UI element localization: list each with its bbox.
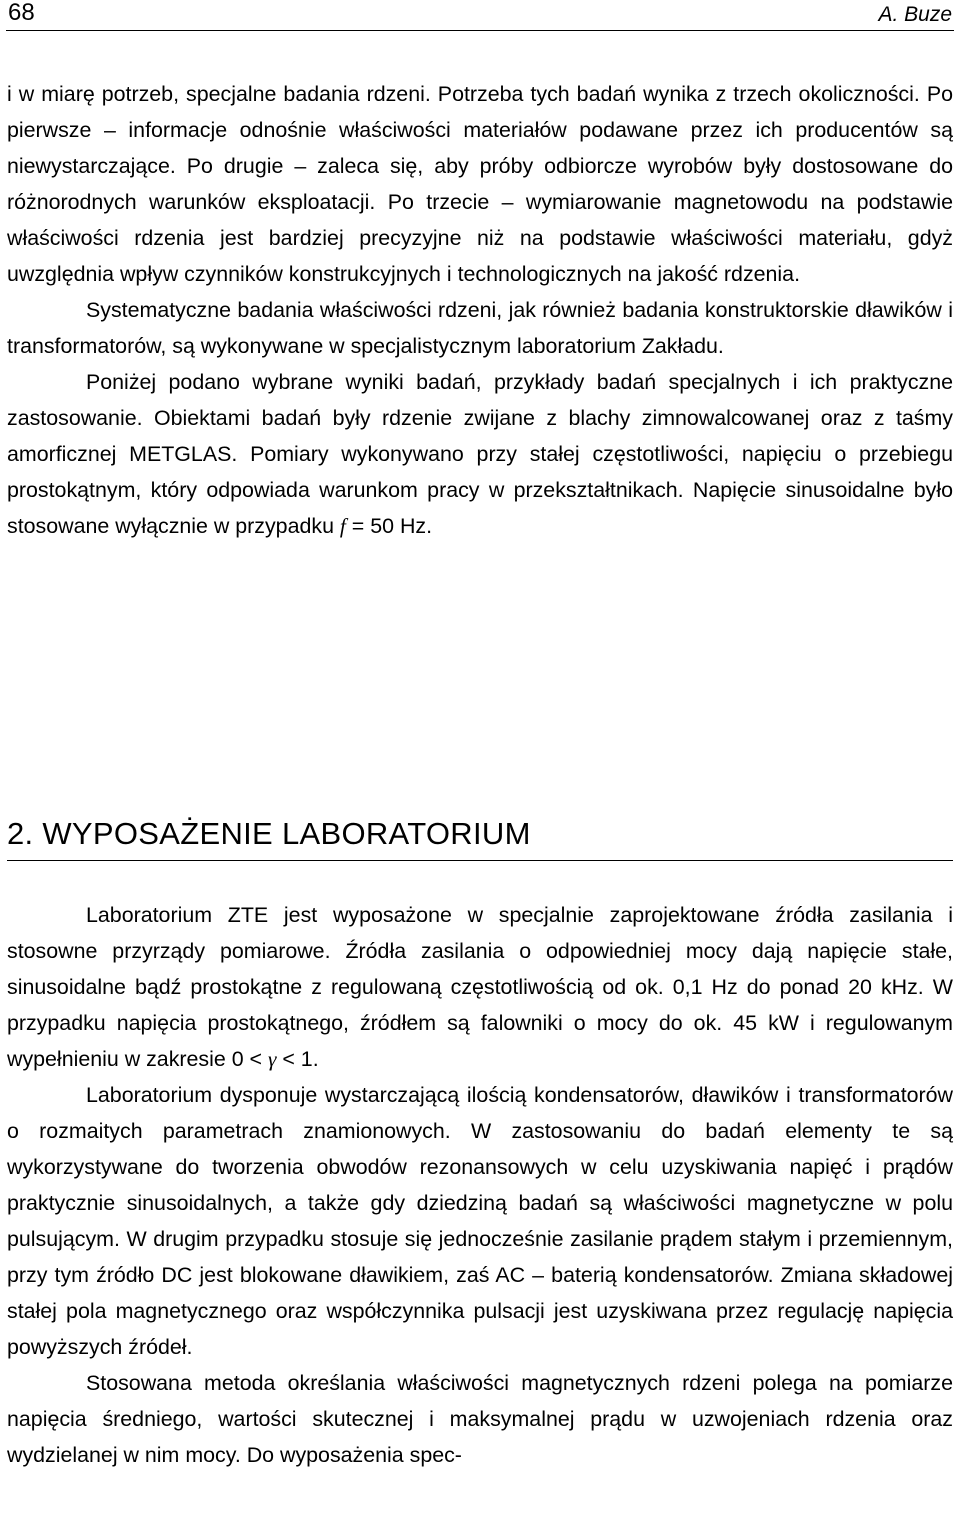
paragraph: Laboratorium dysponuje wystarczającą ilością kondensatorów, dławików i transformatorów o rozmaitych parametrach znamionowych. W zastosowaniu do badań elementy te są wykorzystywane do tworzenia obwodów rezonansowych w celu uzyskiwania napięć i prądów praktycznie sinusoidalnych, a także gdy dziedziną badań są właściwości magnetyczne w polu pulsującym. W drugim przypadku stosuje się jednocześnie zasilanie prądem stałym i przemiennym, przy tym źródło DC jest blokowane dławikiem, zaś AC – baterią kondensatorów. Zmiana składowej stałej pola magnetycznego oraz współczynnika pulsacji jest uzyskiwana przez regulację napięcia powyższych źródeł. xyxy=(7,1083,953,1359)
running-head-author: A. Buze xyxy=(878,3,952,26)
paragraph xyxy=(7,897,953,1077)
section-text xyxy=(7,897,953,1473)
paragraph-text: = 50 Hz. xyxy=(345,514,433,538)
page-number: 68 xyxy=(8,0,35,26)
frequency-symbol: f xyxy=(339,514,346,538)
paragraph-text: Poniżej podano wybrane wyniki badań, przykłady badań specjalnych i ich praktyczne zastosowanie. Obiektami badań były rdzenie zwijane z blachy zimnowalcowanej oraz z taśmy amorficznej METGLAS. Pomiary wykonywano przy stałej częstotliwości, napięciu o przebiegu prostokątnym, który odpowiada warunkom pracy w przekształtnikach. Napięcie sinusoidalne było stosowane wyłącznie w przypadku xyxy=(7,370,953,538)
section-heading xyxy=(7,812,953,861)
intro-text xyxy=(7,76,953,544)
paragraph-text: < 1. xyxy=(276,1047,319,1071)
paragraph xyxy=(7,364,953,544)
page-header xyxy=(6,0,954,31)
duty-cycle-symbol: γ xyxy=(267,1047,277,1071)
paragraph: Stosowana metoda określania właściwości magnetycznych rdzeni polega na pomiarze napięcia średniego, wartości skutecznej i maksymalnej prądu w uzwojeniach rdzenia oraz wydzielanej w nim mocy. Do wyposażenia spec- xyxy=(7,1371,953,1467)
paragraph-text: Laboratorium ZTE jest wyposażone w specjalnie zaprojektowane źródła zasilania i stosowne przyrządy pomiarowe. Źródła zasilania o odpowiedniej mocy dają napięcie stałe, sinusoidalne bądź prostokątne z regulowaną częstotliwością od ok. 0,1 Hz do ponad 20 kHz. W przypadku napięcia prostokątnego, źródłem są falowniki o mocy do ok. 45 kW i regulowanym wypełnieniu w zakresie 0 < xyxy=(7,903,953,1071)
section-title: 2. WYPOSAŻENIE LABORATORIUM xyxy=(7,816,531,851)
paragraph: i w miarę potrzeb, specjalne badania rdzeni. Potrzeba tych badań wynika z trzech okoliczności. Po pierwsze – informacje odnośnie właściwości materiałów podawane przez ich producentów są niewystarczające. Po drugie – zaleca się, aby próby odbiorcze wyrobów były dostosowane do różnorodnych warunków eksploatacji. Po trzecie – wymiarowanie magnetowodu na podstawie właściwości rdzenia jest bardziej precyzyjne niż na podstawie właściwości materiału, gdyż uwzględnia wpływ czynników konstrukcyjnych i technologicznych na jakość rdzenia. xyxy=(7,82,953,286)
paragraph: Systematyczne badania właściwości rdzeni, jak również badania konstruktorskie dławików i transformatorów, są wykonywane w specjalistycznym laboratorium Zakładu. xyxy=(7,298,953,358)
